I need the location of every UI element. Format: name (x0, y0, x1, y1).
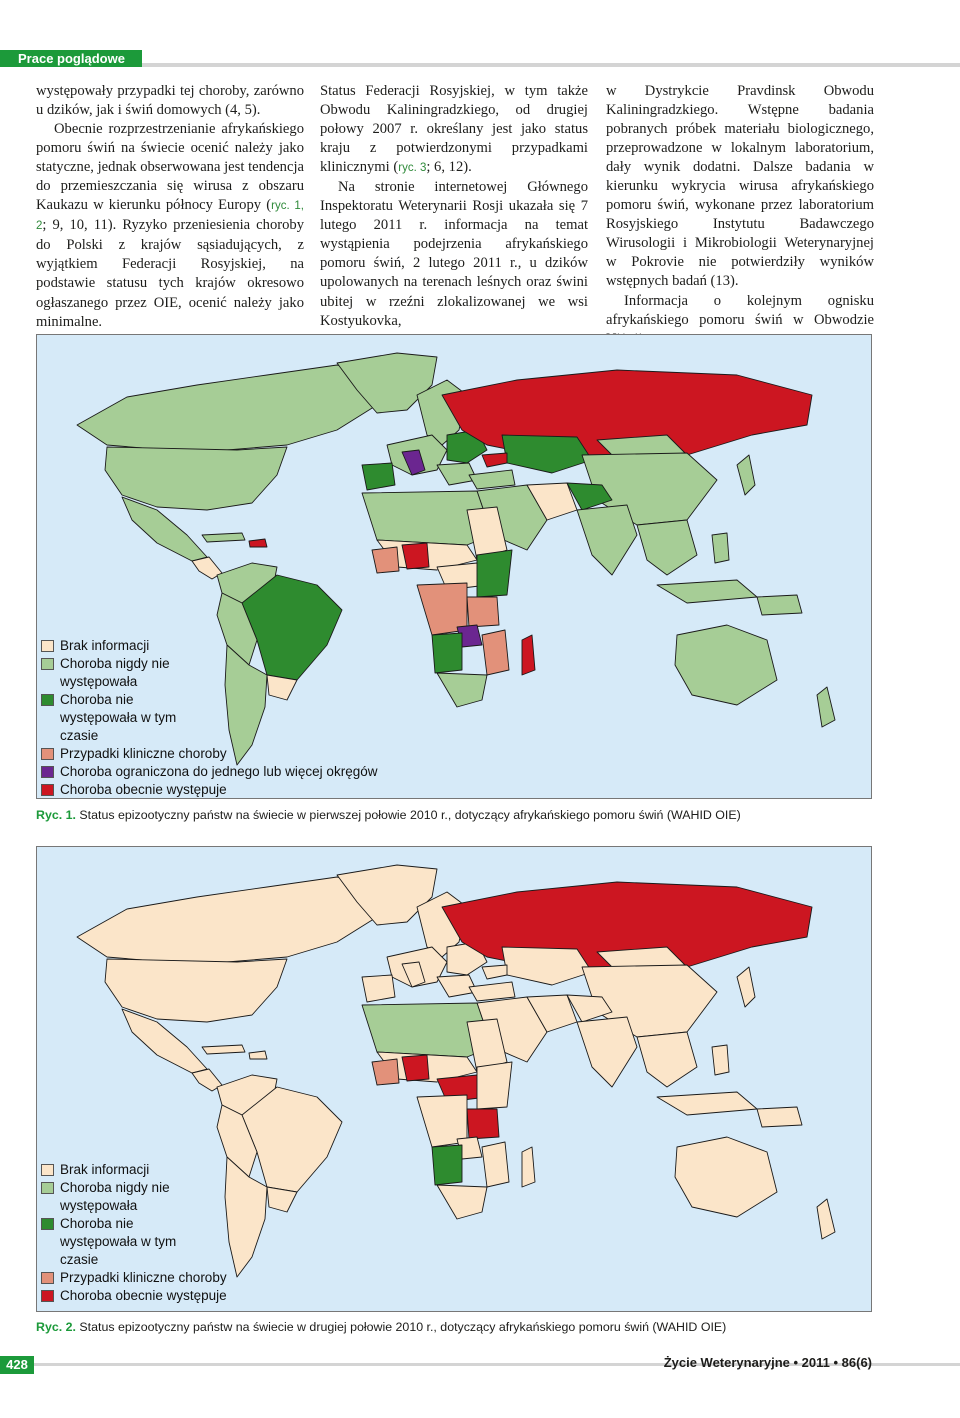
map-region-iberia (362, 463, 395, 490)
header-rule (142, 63, 960, 67)
map-region-cuba (202, 1045, 245, 1054)
legend-swatch (41, 640, 54, 652)
map-region-mozambique (482, 1142, 509, 1187)
paragraph (320, 82, 588, 178)
map-region-southeast-asia (637, 1032, 697, 1087)
paragraph: Na stronie internetowej Głównego Inspektoratu Weterynarii Rosji ukazała się 7 lutego 2011 r. informacja na temat wystąpienia podejrzenia afrykańskiego pomoru świń, 2 lutego 2011 r., u dzików upolowanych na terenach leśnych oraz świni ubitej w rzeźni zlokalizowanej we wsi Kostyukovka, (320, 179, 588, 329)
map-region-turkey (469, 982, 515, 1001)
map-region-tanzania (467, 597, 499, 627)
map-region-indonesia (657, 580, 757, 603)
legend-item-not-in-period (41, 691, 377, 745)
map-region-japan (737, 967, 755, 1007)
map-region-balkans (437, 463, 477, 485)
section-label: Prace poglądowe (0, 50, 142, 67)
map-region-cuba (202, 533, 245, 542)
map-region-angola (432, 1145, 462, 1185)
map-region-australia (675, 625, 777, 705)
map-region-india (577, 1017, 637, 1087)
legend-item-never (41, 1179, 227, 1215)
legend-swatch (41, 1272, 54, 1284)
legend-item-no-info (41, 1161, 227, 1179)
map-region-east-africa (477, 550, 512, 597)
map-region-nigeria (402, 543, 429, 569)
paragraph-text: Obecnie rozprzestrzenianie afrykańskiego pomoru świń na świecie ocenić należy jako statyczne, jednak obserwowana jest tendencja do przemieszczania się wirusa z obszaru Kaukazu w kierunku północy Europy ( (36, 121, 304, 214)
legend-item-no-info (41, 637, 377, 655)
map-region-angola (432, 633, 462, 673)
map-region-turkey (469, 470, 515, 489)
figure-caption-1 (36, 808, 741, 822)
map-region-argentina-chile (225, 1157, 267, 1277)
legend-label: Choroba ograniczona do jednego lub więcej okręgów (60, 764, 378, 779)
legend-swatch (41, 784, 54, 796)
legend-swatch (41, 1290, 54, 1302)
map-legend-2 (41, 1161, 227, 1305)
paragraph: w Dystrykcie Pravdinsk Obwodu Kaliningradzkiego. Wstępne badania pobranych próbek materiału biologicznego, przeprowadzone w lokalnym laboratorium, dały wynik dodatni. Dalsze badania w kierunku wykrycia wirusa afrykańskiego pomoru świń, wykonane przez laboratorium Rosyjskiego Instytutu Badawczego Wirusologii i Mikrobiologii Weterynaryjnej w Pokrovie nie potwierdziły wyników wstępnych badań (13). (606, 83, 874, 290)
map-region-southern-africa (437, 673, 487, 707)
map-region-iberia (362, 975, 395, 1002)
legend-swatch (41, 748, 54, 760)
map-region-canada (77, 365, 387, 450)
map-region-west-africa-clinical (372, 1059, 399, 1085)
caption-label: Ryc. 1. (36, 808, 76, 822)
map-region-philippines (712, 1045, 729, 1075)
legend-swatch (41, 694, 54, 706)
text-column-1 (36, 82, 304, 332)
caption-text: Status epizootyczny państw na świecie w pierwszej połowie 2010 r., dotyczący afrykańskiego pomoru świń (WAHID OIE) (79, 808, 741, 822)
legend-label: Choroba obecnie występuje (60, 782, 227, 797)
text-column-2 (320, 82, 588, 331)
legend-label: Choroba obecnie występuje (60, 1288, 227, 1303)
legend-label: Choroba nigdy nie występowała (60, 1180, 170, 1213)
legend-label: Brak informacji (60, 638, 150, 653)
map-region-madagascar (522, 1147, 535, 1187)
legend-label: Przypadki kliniczne choroby (60, 746, 227, 761)
paragraph: występowały przypadki tej choroby, zarówno u dzików, jak i świń domowych (4, 5). (36, 83, 304, 119)
map-region-papua (757, 595, 802, 615)
paragraph-text: Status Federacji Rosyjskiej, w tym także Obwodu Kaliningradzkiego, od drugiej połowy 2007 r. określany jest jako status kraju z potwierdzonymi przypadkami klinicznymi ( (320, 83, 588, 176)
paragraph: Informacja o kolejnym ognisku afrykańskiego pomoru świń w Obwodzie (606, 292, 874, 328)
map-region-caucasus (482, 965, 507, 979)
legend-item-present (41, 1287, 227, 1305)
legend-item-limited (41, 763, 377, 781)
legend-item-not-in-period (41, 1215, 227, 1269)
map-region-kazakhstan (502, 947, 592, 985)
map-region-new-zealand (817, 687, 835, 727)
journal-info: Życie Weterynaryjne • 2011 • 86(6) (663, 1355, 872, 1370)
map-region-hispaniola (249, 1051, 267, 1059)
legend-item-never (41, 655, 377, 691)
legend-swatch (41, 1182, 54, 1194)
legend-swatch (41, 766, 54, 778)
map-region-australia (675, 1137, 777, 1217)
paragraph (36, 120, 304, 332)
map-region-japan (737, 455, 755, 495)
legend-label: Choroba nigdy nie występowała (60, 656, 170, 689)
map-legend-1 (41, 637, 377, 799)
world-map-figure-1 (36, 334, 872, 799)
caption-label: Ryc. 2. (36, 1320, 76, 1334)
map-region-southern-africa (437, 1185, 487, 1219)
map-region-brazil (242, 1087, 342, 1192)
map-region-canada (77, 877, 387, 962)
legend-item-clinical (41, 745, 377, 763)
paragraph-text: ; 9, 10, 11). Ryzyko przeniesienia choroby do Polski z krajów sąsiadujących, z wyjątkiem Federacji Rosyjskiej, na podstawie statusu tych krajów okresowo ogłaszanego przez OIE, ocenić należy jako minimalne. (36, 217, 304, 330)
legend-swatch (41, 1164, 54, 1176)
text-column-3 (606, 82, 874, 349)
legend-item-present (41, 781, 377, 799)
legend-item-clinical (41, 1269, 227, 1287)
legend-label: Brak informacji (60, 1162, 150, 1177)
page-number: 428 (0, 1356, 34, 1374)
legend-swatch (41, 1218, 54, 1230)
map-region-kazakhstan (502, 435, 592, 473)
map-region-tanzania (467, 1109, 499, 1139)
map-region-papua (757, 1107, 802, 1127)
paragraph-text: ; 6, 12). (426, 159, 472, 176)
map-region-southeast-asia (637, 520, 697, 575)
map-region-indonesia (657, 1092, 757, 1115)
legend-label: Choroba nie występowała w tym czasie (60, 1216, 177, 1267)
map-region-philippines (712, 533, 729, 563)
caption-text: Status epizootyczny państw na świecie w drugiej połowie 2010 r., dotyczący afrykańskiego pomoru świń (WAHID OIE) (79, 1320, 727, 1334)
map-region-mozambique (482, 630, 509, 675)
map-region-new-zealand (817, 1199, 835, 1239)
legend-label: Choroba nie występowała w tym czasie (60, 692, 177, 743)
map-region-nigeria (402, 1055, 429, 1081)
map-region-hispaniola (249, 539, 267, 547)
figure-reference: ryc. 1, 2 (36, 200, 305, 233)
figure-caption-2 (36, 1320, 726, 1334)
map-region-west-africa-clinical (372, 547, 399, 573)
map-region-east-africa (477, 1062, 512, 1109)
map-region-india (577, 505, 637, 575)
map-region-balkans (437, 975, 477, 997)
legend-swatch (41, 658, 54, 670)
map-region-madagascar (522, 635, 535, 675)
legend-label: Przypadki kliniczne choroby (60, 1270, 227, 1285)
figure-reference: ryc. 3 (398, 162, 427, 175)
world-map-figure-2 (36, 846, 872, 1312)
map-region-caucasus (482, 453, 507, 467)
